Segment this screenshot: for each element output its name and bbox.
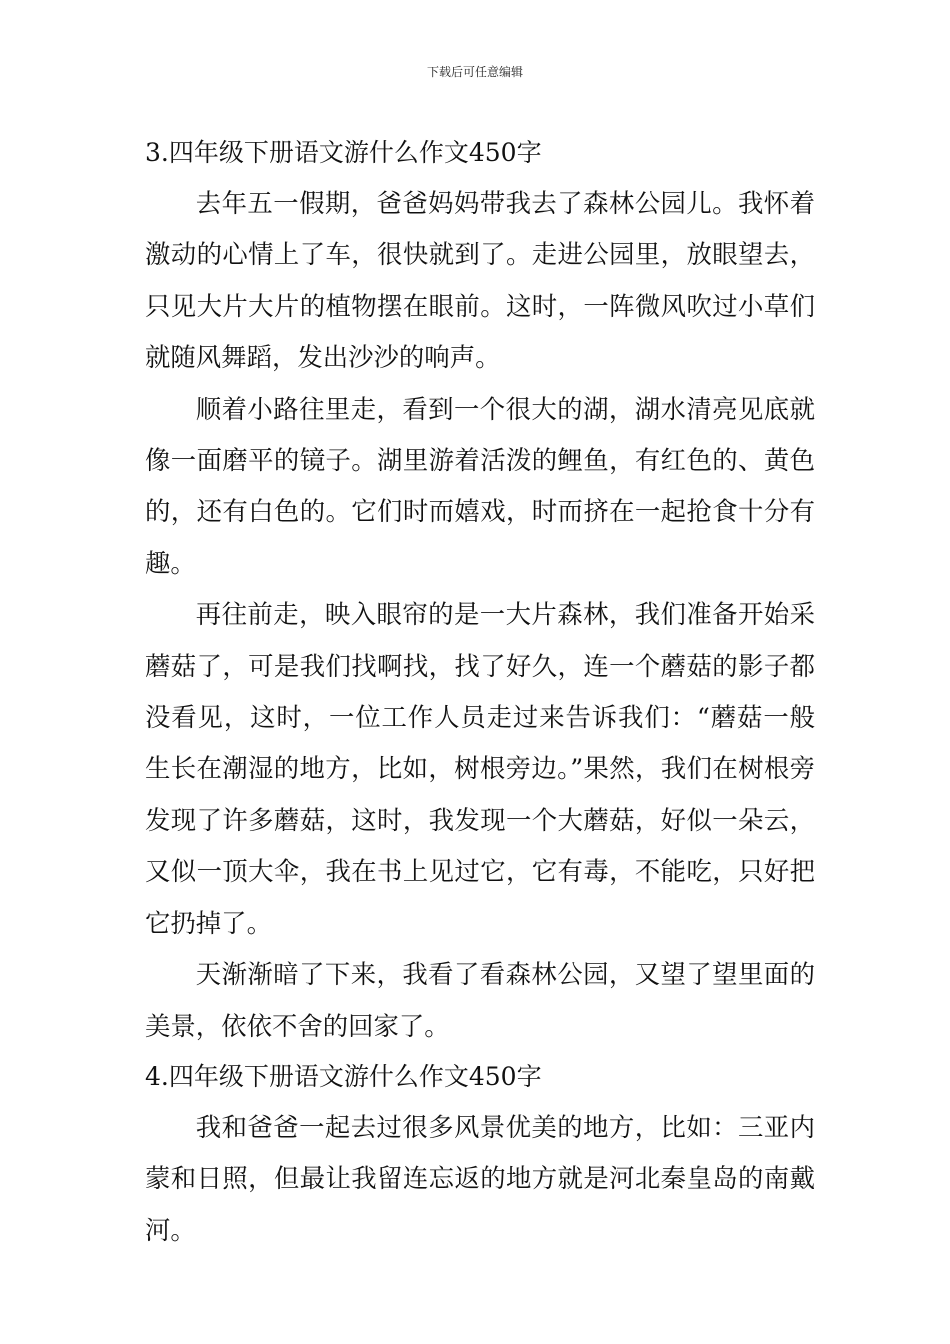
section-heading: 4.四年级下册语文游什么作文450字 bbox=[145, 1061, 542, 1091]
paragraph: 去年五一假期，爸爸妈妈带我去了森林公园儿。我怀着激动的心情上了车，很快就到了。走进公园里，放眼望去，只见大片大片的植物摆在眼前。这时，一阵微风吹过小草们就随风舞蹈，发出沙沙的响声。 bbox=[145, 188, 815, 373]
paragraph: 顺着小路往里走，看到一个很大的湖，湖水清亮见底就像一面磨平的镜子。湖里游着活泼的鲤鱼，有红色的、黄色的，还有白色的。它们时而嬉戏，时而挤在一起抢食十分有趣。 bbox=[145, 393, 815, 578]
paragraph: 我和爸爸一起去过很多风景优美的地方，比如：三亚内蒙和日照，但最让我留连忘返的地方就是河北秦皇岛的南戴河。 bbox=[145, 1111, 815, 1245]
paragraph: 再往前走，映入眼帘的是一大片森林，我们准备开始采蘑菇了，可是我们找啊找，找了好久，连一个蘑菇的影子都没看见，这时，一位工作人员走过来告诉我们：“蘑菇一般生长在潮湿的地方，比如，树根旁边。”果然，我们在树根旁发现了许多蘑菇，这时，我发现一个大蘑菇，好似一朵云，又似一顶大伞，我在书上见过它，它有毒，不能吃，只好把它扔掉了。 bbox=[145, 599, 815, 938]
page-header: 下载后可任意编辑 bbox=[426, 65, 523, 79]
paragraph: 天渐渐暗了下来，我看了看森林公园，又望了望里面的美景，依依不舍的回家了。 bbox=[145, 959, 815, 1041]
document-body bbox=[145, 128, 815, 1256]
section-3 bbox=[145, 128, 815, 1052]
section-4 bbox=[145, 1052, 815, 1256]
section-heading: 3.四年级下册语文游什么作文450字 bbox=[145, 138, 542, 167]
